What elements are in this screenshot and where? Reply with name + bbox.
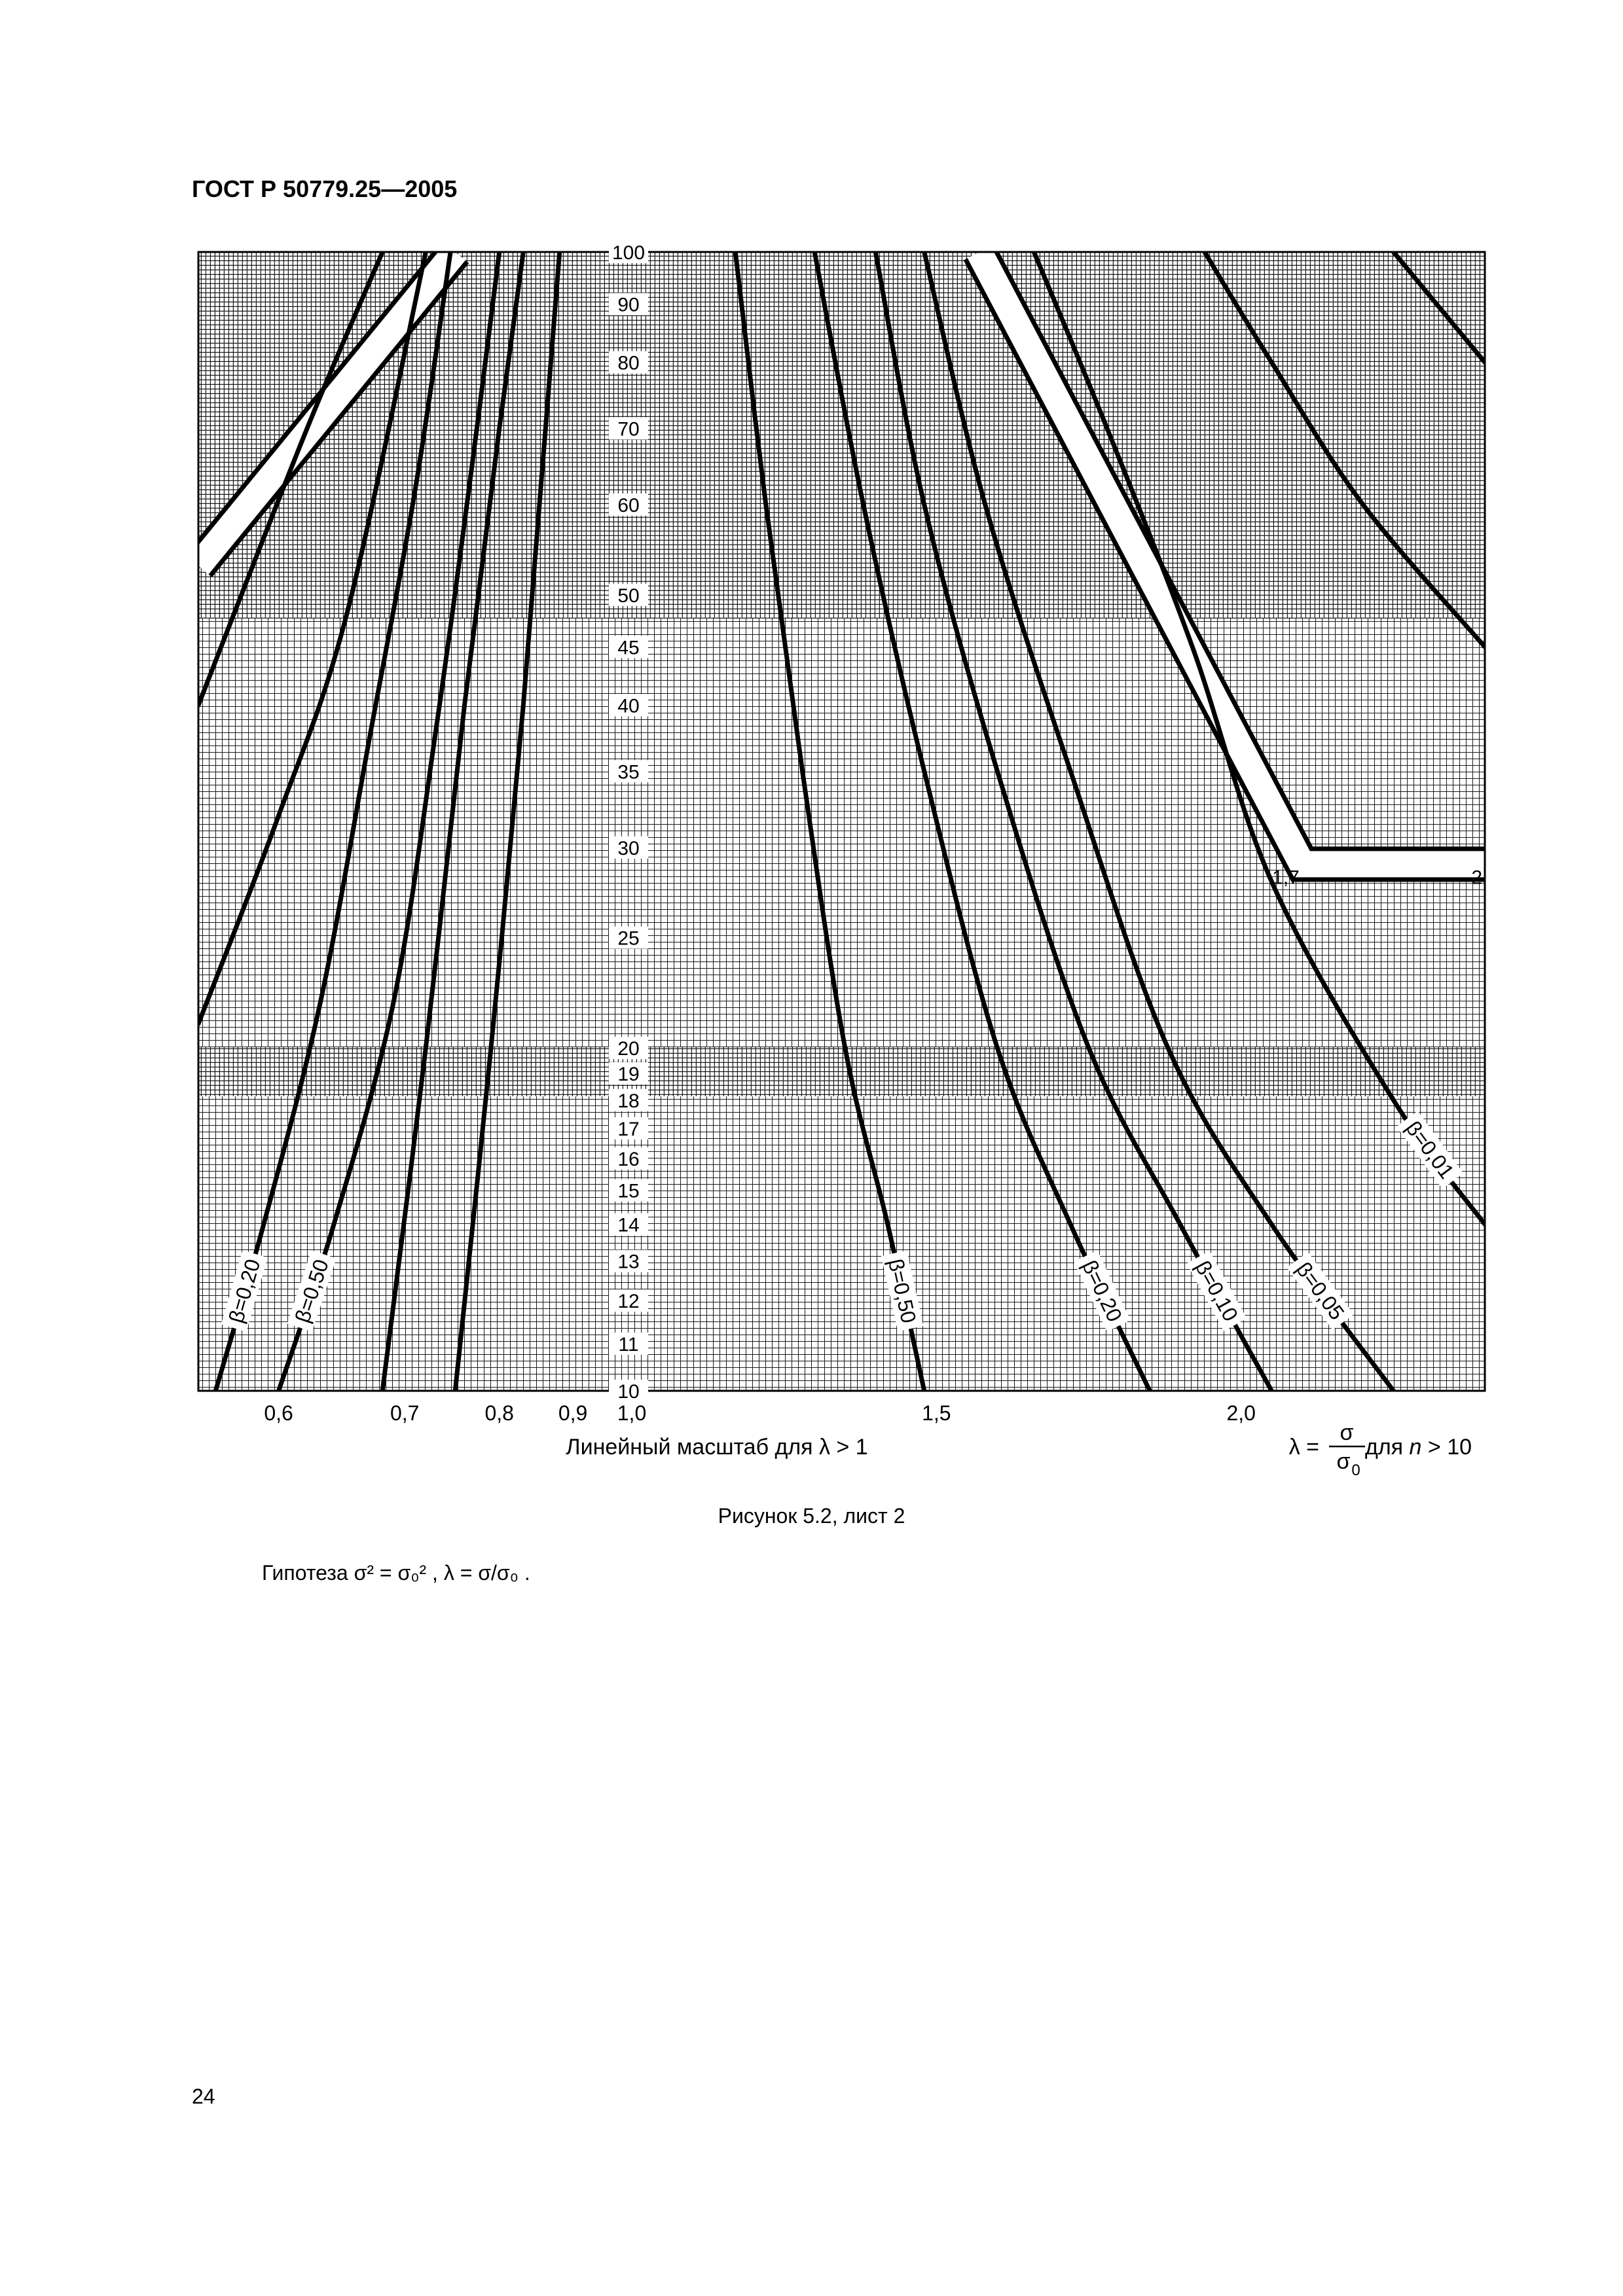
curve-label-text: β=0,20 bbox=[1077, 1256, 1127, 1326]
hypothesis-note bbox=[262, 1561, 530, 1585]
hypothesis-formula: σ² = σ₀² , λ = σ/σ₀ . bbox=[354, 1561, 530, 1585]
y-tick-60 bbox=[609, 493, 648, 516]
x-tick-2: 2,0 bbox=[1226, 1401, 1256, 1425]
y-tick-16 bbox=[609, 1147, 648, 1170]
y-tick-90 bbox=[609, 293, 648, 316]
svg-text:σ: σ bbox=[1340, 1420, 1354, 1445]
y-tick-label: 90 bbox=[617, 294, 640, 316]
x-tick-0.7: 0,7 bbox=[390, 1401, 420, 1425]
hypothesis-prefix: Гипотеза bbox=[262, 1561, 354, 1585]
y-tick-100 bbox=[609, 241, 648, 264]
y-tick-label: 19 bbox=[617, 1063, 640, 1085]
y-tick-label: 45 bbox=[617, 637, 640, 659]
y-tick-label: 20 bbox=[617, 1038, 640, 1060]
y-tick-14 bbox=[609, 1213, 648, 1236]
y-tick-45 bbox=[609, 636, 648, 658]
y-tick-10 bbox=[609, 1380, 648, 1403]
boundary-label-end: 2 bbox=[1471, 867, 1482, 889]
y-tick-label: 60 bbox=[617, 495, 640, 517]
y-tick-label: 10 bbox=[617, 1381, 640, 1403]
y-tick-label: 13 bbox=[617, 1251, 640, 1273]
y-tick-15 bbox=[609, 1179, 648, 1202]
y-tick-label: 70 bbox=[617, 418, 640, 440]
y-tick-40 bbox=[609, 694, 648, 717]
y-tick-label: 35 bbox=[617, 761, 640, 783]
y-tick-18 bbox=[609, 1089, 648, 1112]
y-tick-50 bbox=[609, 584, 648, 607]
y-tick-label: 11 bbox=[618, 1333, 639, 1355]
y-tick-label: 14 bbox=[617, 1214, 640, 1236]
document-header: ГОСТ Р 50779.25—2005 bbox=[192, 175, 458, 202]
curve-label-text: β=0,50 bbox=[883, 1257, 921, 1325]
y-tick-label: 17 bbox=[617, 1119, 640, 1141]
lambda-formula bbox=[1289, 1420, 1472, 1479]
page-number: 24 bbox=[192, 2085, 215, 2108]
curve-label-text: β=0,10 bbox=[1190, 1257, 1243, 1325]
svg-text:λ =: λ = bbox=[1288, 1435, 1319, 1460]
x-axis-label: Линейный масштаб для λ > 1 bbox=[566, 1435, 868, 1460]
y-tick-label: 25 bbox=[617, 927, 640, 950]
y-tick-label: 15 bbox=[617, 1180, 640, 1202]
y-tick-label: 40 bbox=[617, 695, 640, 717]
y-tick-17 bbox=[609, 1117, 648, 1140]
x-tick-0.8: 0,8 bbox=[484, 1401, 514, 1425]
y-tick-25 bbox=[609, 927, 648, 950]
y-tick-label: 12 bbox=[617, 1291, 640, 1313]
y-tick-20 bbox=[609, 1037, 648, 1060]
y-tick-11 bbox=[609, 1333, 648, 1355]
curve-label-text: β=0,01 bbox=[1401, 1117, 1459, 1183]
x-tick-1: 1,0 bbox=[617, 1401, 647, 1425]
y-tick-30 bbox=[609, 836, 648, 859]
y-tick-35 bbox=[609, 760, 648, 783]
svg-text:σ: σ bbox=[1336, 1449, 1351, 1474]
y-tick-12 bbox=[609, 1289, 648, 1312]
svg-text:0: 0 bbox=[1351, 1462, 1360, 1479]
y-tick-13 bbox=[609, 1250, 648, 1273]
x-tick-1.5: 1,5 bbox=[922, 1401, 951, 1425]
svg-text:для n > 10: для n > 10 bbox=[1365, 1435, 1472, 1460]
y-tick-label: 16 bbox=[617, 1148, 640, 1170]
x-tick-0.6: 0,6 bbox=[264, 1401, 293, 1425]
boundary-label-start: 1,7 bbox=[1272, 867, 1300, 889]
y-tick-label: 100 bbox=[611, 242, 646, 264]
grid-dense-band-lower bbox=[198, 1047, 1485, 1096]
y-tick-label: 30 bbox=[617, 837, 640, 859]
y-tick-19 bbox=[609, 1062, 648, 1085]
y-tick-label: 18 bbox=[617, 1090, 640, 1112]
x-tick-0.9: 0,9 bbox=[558, 1401, 588, 1425]
y-tick-70 bbox=[609, 418, 648, 440]
y-tick-80 bbox=[609, 351, 648, 374]
y-tick-label: 80 bbox=[617, 352, 640, 374]
curve-label-text: β=0,05 bbox=[1291, 1257, 1349, 1325]
curve-label-text: β=0,20 bbox=[224, 1256, 265, 1326]
figure-caption: Рисунок 5.2, лист 2 bbox=[718, 1504, 905, 1528]
y-tick-label: 50 bbox=[617, 584, 640, 607]
curve-label-text: β=0,50 bbox=[290, 1256, 333, 1326]
